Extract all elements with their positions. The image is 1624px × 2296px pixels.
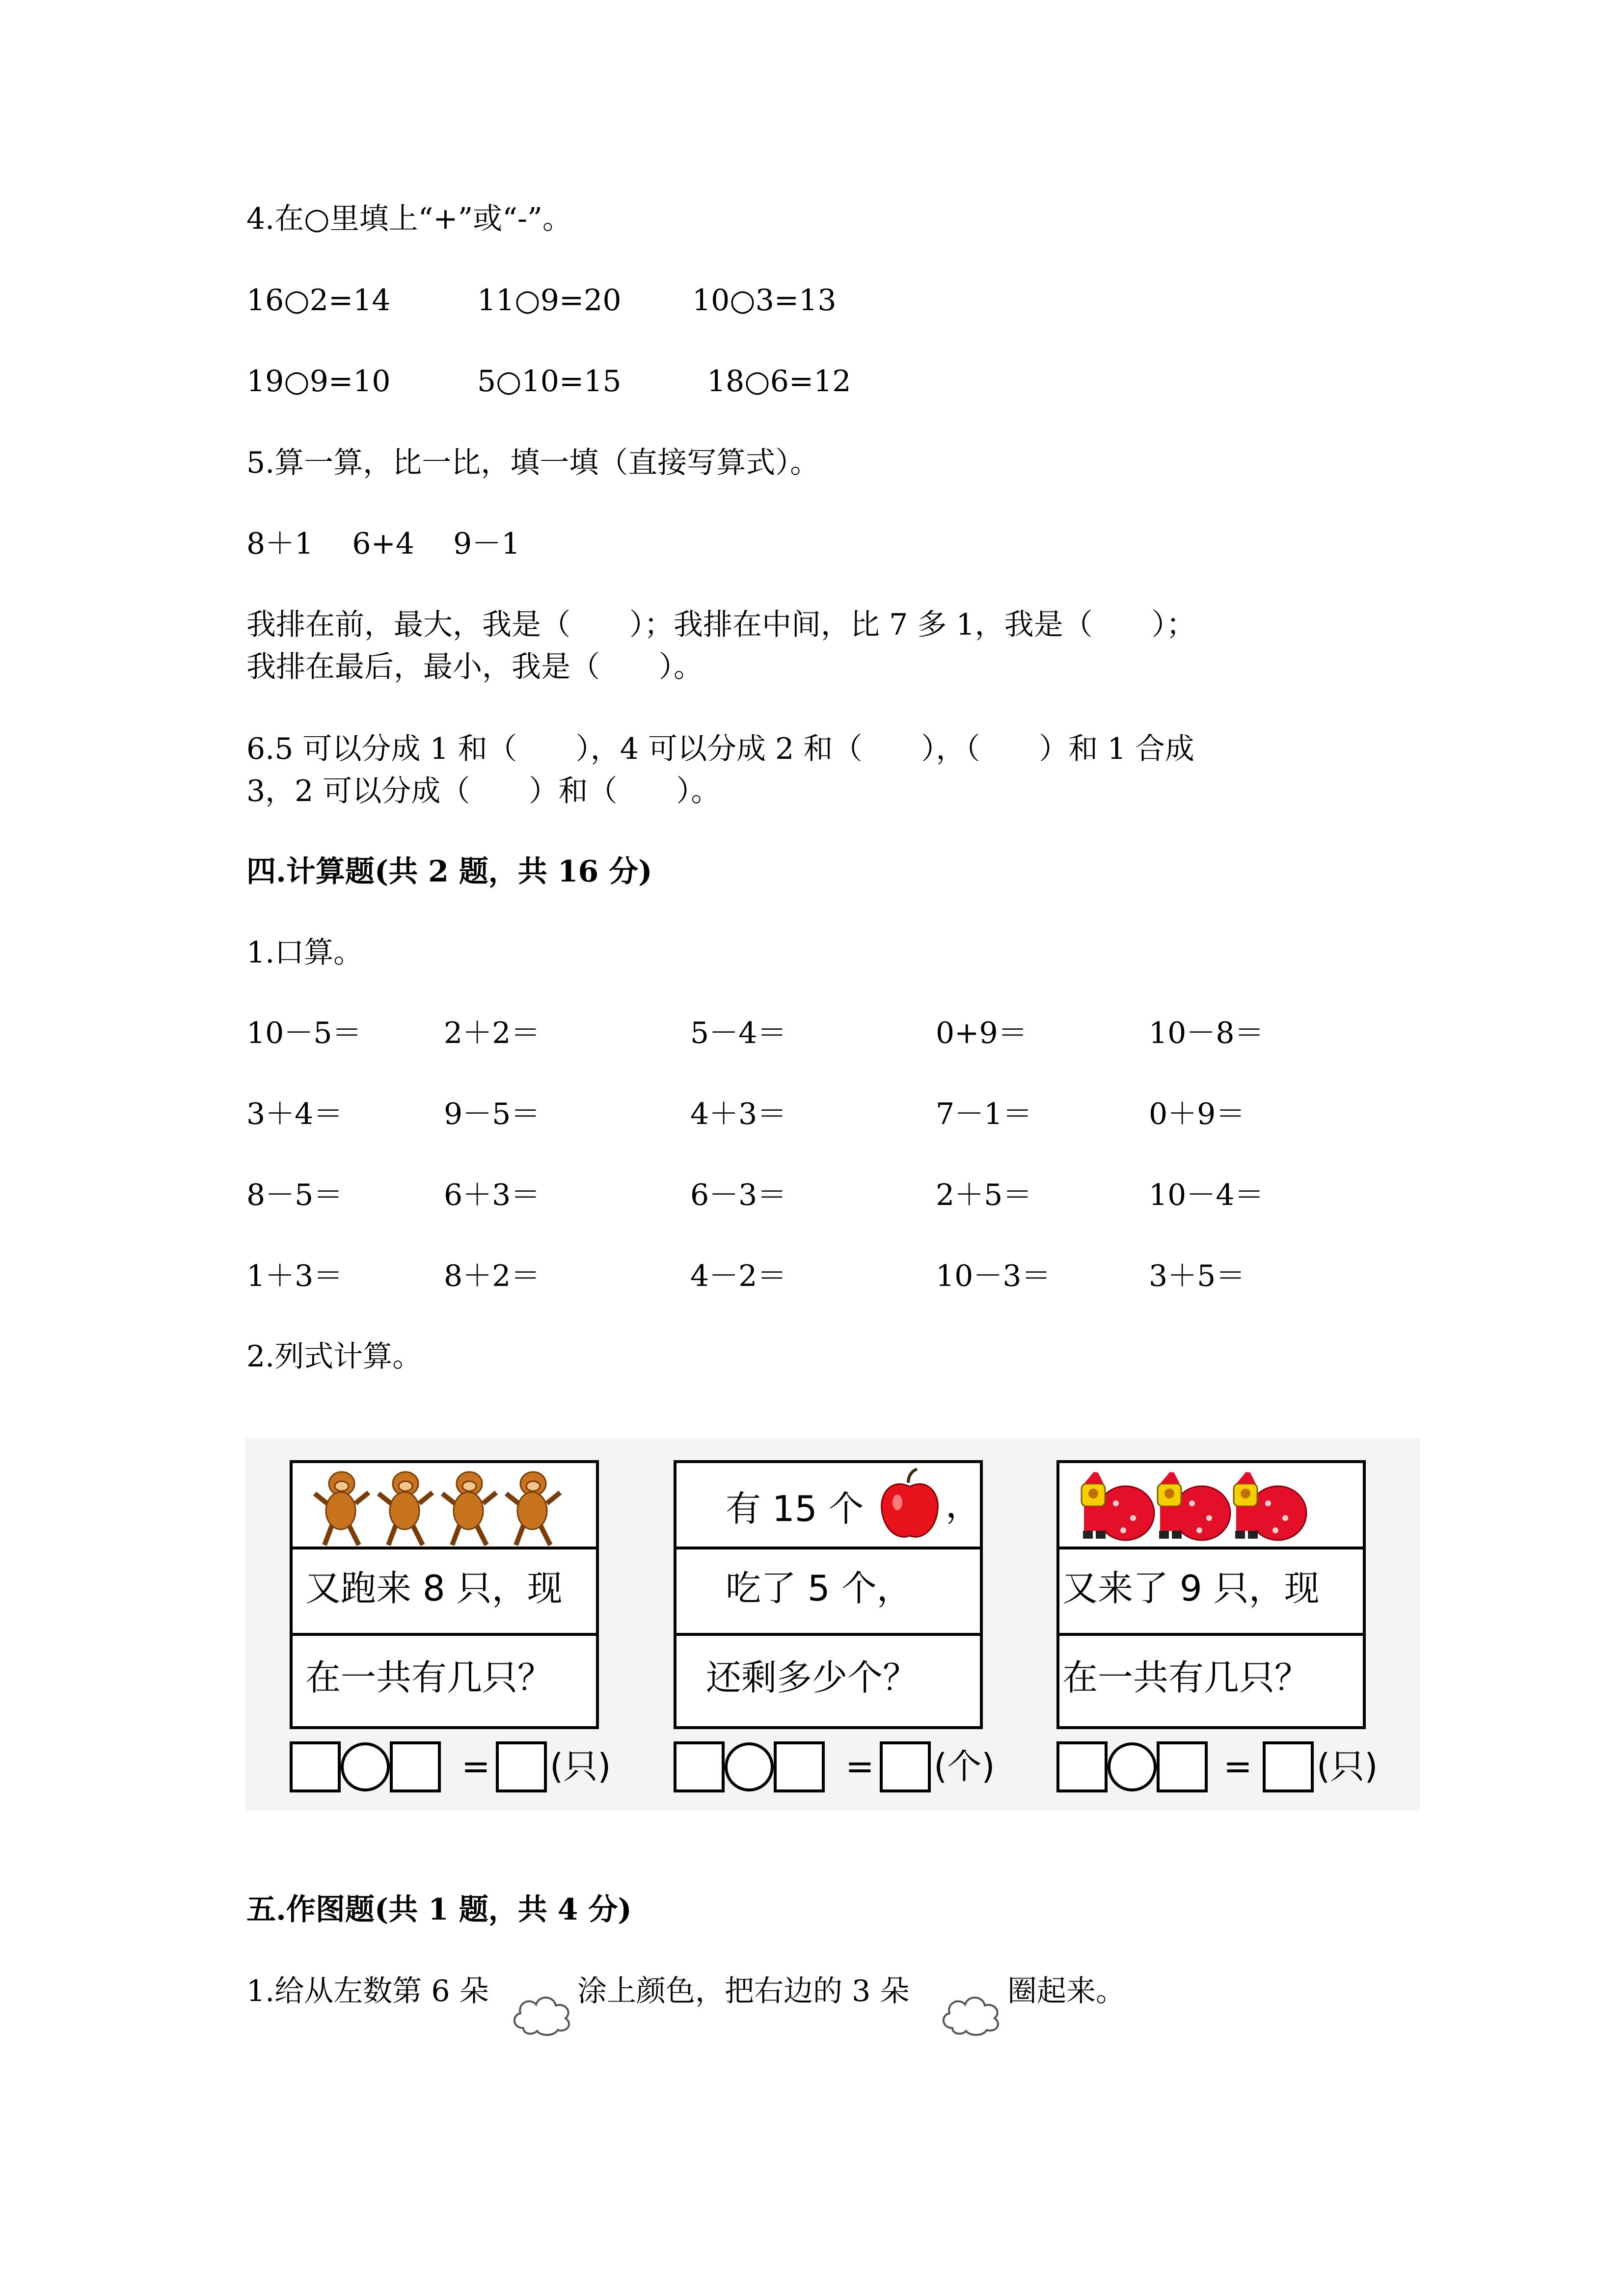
q4-r2-c3: 18○6=12 [707,364,851,399]
answer-box[interactable] [390,1741,441,1792]
answer-box[interactable] [1056,1741,1108,1792]
cloud-icon [509,1985,575,2039]
card-top-text: 有 15 个 [726,1488,864,1529]
problem-card-gift-bags [1056,1460,1366,1729]
q6-line1: 6.5 可以分成 1 和（ ），4 可以分成 2 和（ ），（ ）和 1 合成 [246,732,1194,766]
cloud-icon [938,1985,1004,2039]
result-box[interactable] [1263,1741,1314,1792]
card-text-row-2 [293,1636,596,1722]
q5-line2: 我排在最后，最小，我是（ ）。 [246,650,703,684]
answer-box[interactable] [674,1741,725,1792]
problem-card-apples [674,1460,983,1729]
section5-q1-part1: 1.给从左数第 6 朵 [246,1974,489,2008]
math-r2-c3: 4＋3＝ [690,1097,787,1131]
card-image-row [1059,1463,1363,1549]
q5-title: 5.算一算，比一比，填一填（直接写算式）。 [246,446,820,480]
q4-r1-c2: 11○9=20 [477,283,622,318]
q4-r1-c1: 16○2=14 [246,283,391,318]
section4-q2-title: 2.列式计算。 [246,1339,422,1374]
math-r4-c1: 1＋3＝ [246,1259,343,1293]
section5-q1-part2: 涂上颜色，把右边的 3 朵 [577,1974,910,2008]
apple-icon [878,1468,942,1542]
math-r1-c3: 5－4＝ [690,1016,787,1050]
math-r4-c4: 10－3＝ [936,1259,1051,1293]
math-r4-c2: 8＋2＝ [444,1259,541,1293]
card-line2: 在一共有几只？ [305,1657,553,1698]
operator-circle[interactable] [1108,1742,1157,1791]
answer-box[interactable] [1157,1741,1208,1792]
section4-q1-title: 1.口算。 [246,935,363,970]
q6-line2: 3，2 可以分成（ ）和（ ）。 [246,774,721,808]
math-r1-c4: 0+9＝ [936,1016,1028,1050]
q4-title: 4.在○里填上“+”或“-”。 [246,202,572,236]
card-top-tail: ， [946,1484,981,1525]
operator-circle[interactable] [341,1742,390,1791]
q4-r2-c2: 5○10=15 [477,364,622,399]
math-r1-c5: 10－8＝ [1149,1016,1264,1050]
card-text-row-2 [1059,1636,1363,1722]
math-r2-c2: 9－5＝ [444,1097,541,1131]
math-r3-c4: 2＋5＝ [936,1178,1032,1212]
word-problems-figure [245,1438,1420,1811]
section4-title: 四.计算题(共 2 题，共 16 分) [246,854,652,889]
q5-expressions: 8＋1 6+4 9－1 [246,527,520,561]
math-r4-c3: 4－2＝ [690,1259,787,1293]
card-line2: 在一共有几只？ [1062,1657,1310,1698]
q4-r1-c3: 10○3=13 [692,283,837,318]
math-r1-c2: 2＋2＝ [444,1016,541,1050]
math-r2-c5: 0＋9＝ [1149,1097,1245,1131]
section5-q1-part3: 圈起来。 [1007,1974,1125,2008]
equals-sign: = [845,1746,874,1787]
math-r4-c5: 3＋5＝ [1149,1259,1245,1293]
unit-label: (只) [550,1746,611,1787]
card-image-row [677,1463,980,1549]
card-line2: 还剩多少个？ [706,1657,919,1698]
math-r2-c1: 3＋4＝ [246,1097,343,1131]
equals-sign: = [1223,1746,1252,1787]
unit-label: (个) [934,1746,995,1787]
math-r3-c3: 6－3＝ [690,1178,787,1212]
card-image-row [293,1463,596,1549]
card-text-row-1 [1059,1549,1363,1636]
result-box[interactable] [880,1741,931,1792]
monkeys-icon [312,1464,607,1548]
gift-bags-icon [1069,1464,1364,1548]
card-text-row-2 [677,1636,980,1722]
answer-box[interactable] [290,1741,341,1792]
card-text-row-1 [293,1549,596,1636]
card-line1: 又跑来 8 只，现 [305,1568,563,1609]
math-r3-c2: 6＋3＝ [444,1178,541,1212]
operator-circle[interactable] [725,1742,774,1791]
q4-r2-c1: 19○9=10 [246,364,391,399]
math-r2-c4: 7－1＝ [936,1097,1032,1131]
unit-label: (只) [1317,1746,1378,1787]
answer-box[interactable] [774,1741,825,1792]
card-line1: 吃了 5 个， [726,1568,912,1609]
equals-sign: = [461,1746,490,1787]
section5-title: 五.作图题(共 1 题，共 4 分) [246,1893,632,1927]
problem-card-monkeys [290,1460,599,1729]
math-r3-c5: 10－4＝ [1149,1178,1264,1212]
q5-line1: 我排在前，最大，我是（ ）；我排在中间，比 7 多 1，我是（ ）； [246,608,1196,642]
result-box[interactable] [496,1741,547,1792]
card-line1: 又来了 9 只，现 [1062,1568,1320,1609]
math-r3-c1: 8－5＝ [246,1178,343,1212]
card-text-row-1 [677,1549,980,1636]
math-r1-c1: 10－5＝ [246,1016,362,1050]
